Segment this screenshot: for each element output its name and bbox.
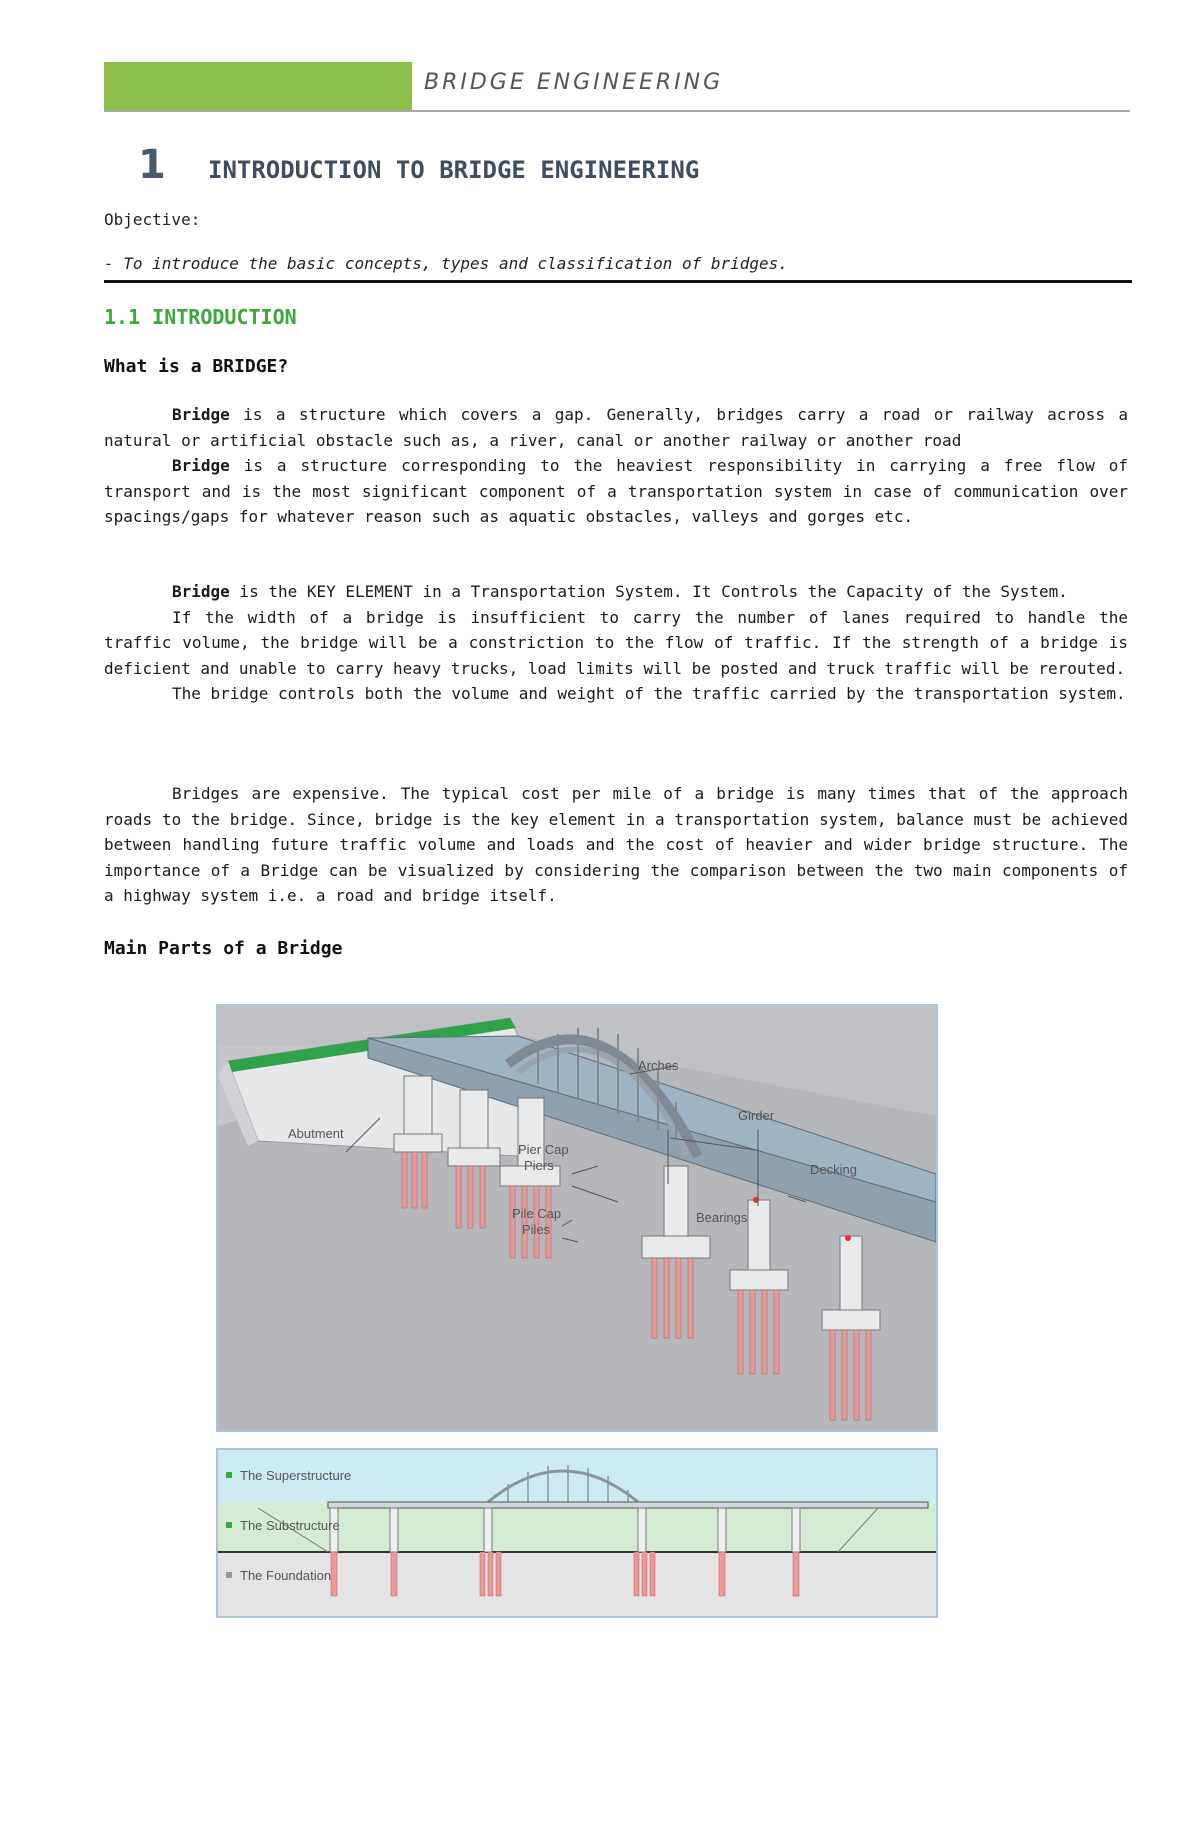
label-piles: Piles [522,1222,551,1237]
what-is-heading: What is a BRIDGE? [104,356,289,377]
foundation-band [218,1552,936,1616]
running-header-title: BRIDGE ENGINEERING [424,70,724,95]
objective-item: - To introduce the basic concepts, types and classification of bridges. [104,254,788,273]
para-text: Bridges are expensive. The typical cost per mile of a bridge is many times that of the approach roads to the bridge. Since, bridge is the key element in a transportation system, balance must be achieved between handling future traffic volume and loads and the cost of heavier and wider bridge structure. The importance of a Bridge can be visualized by considering the comparison between the two main components of a highway system i.e. a road and bridge itself. [104,784,1128,905]
legend-superstructure: The Superstructure [240,1468,352,1483]
paragraph-definition [104,402,1128,530]
bridge-parts-figure [216,1004,938,1432]
bridge-parts-illustration [218,1006,936,1430]
objective-divider [104,280,1132,283]
legend-foundation: The Foundation [240,1568,332,1583]
label-abutment: Abutment [288,1126,344,1141]
bridge-layers-figure [216,1448,938,1618]
bridge-layers-illustration [218,1450,936,1616]
para-bold-term: Bridge [172,582,230,601]
objective-label: Objective: [104,210,201,229]
section-heading: 1.1 INTRODUCTION [104,305,297,329]
label-decking: Decking [810,1162,857,1177]
para-text: If the width of a bridge is insufficient to carry the number of lanes required to handle the traffic volume, the bridge will be a constriction to the flow of traffic. If the strength of a bridge is deficient and unable to carry heavy trucks, load limits will be posted and truck traffic will be rerouted. [104,607,1128,678]
legend-swatch-foundation [226,1572,232,1578]
para-text: The bridge controls both the volume and weight of the traffic carried by the transportation system. [172,684,1126,703]
paragraph-cost [104,781,1128,909]
chapter-title: INTRODUCTION TO BRIDGE ENGINEERING [208,156,700,184]
para-text: is a structure corresponding to the heaviest responsibility in carrying a free flow of transport and is the most significant component of a transportation system in case of communication over spacings/gaps for whatever reason such as aquatic obstacles, valleys and gorges etc. [104,456,1128,526]
label-girder: Girder [738,1108,775,1123]
main-parts-heading: Main Parts of a Bridge [104,938,343,959]
label-bearings: Bearings [696,1210,748,1225]
label-arches: Arches [638,1058,679,1073]
para-text: is a structure which covers a gap. Generally, bridges carry a road or railway across a natural or artificial obstacle such as, a river, canal or another railway or another road [104,405,1128,450]
header-divider [104,110,1130,112]
paragraph-key-element [104,579,1128,707]
legend-swatch-substructure [226,1522,232,1528]
label-pile-cap: Pile Cap [512,1206,562,1221]
legend-substructure: The Substructure [240,1518,340,1533]
para-bold-term: Bridge [172,456,230,475]
para-bold-term: Bridge [172,405,230,424]
label-pier-cap: Pier Cap [518,1142,569,1157]
header-color-bar [104,62,412,110]
para-text: is the KEY ELEMENT in a Transportation System. It Controls the Capacity of the System. [229,582,1068,601]
legend-swatch-superstructure [226,1472,232,1478]
chapter-number: 1 [138,142,166,188]
label-piers: Piers [524,1158,554,1173]
